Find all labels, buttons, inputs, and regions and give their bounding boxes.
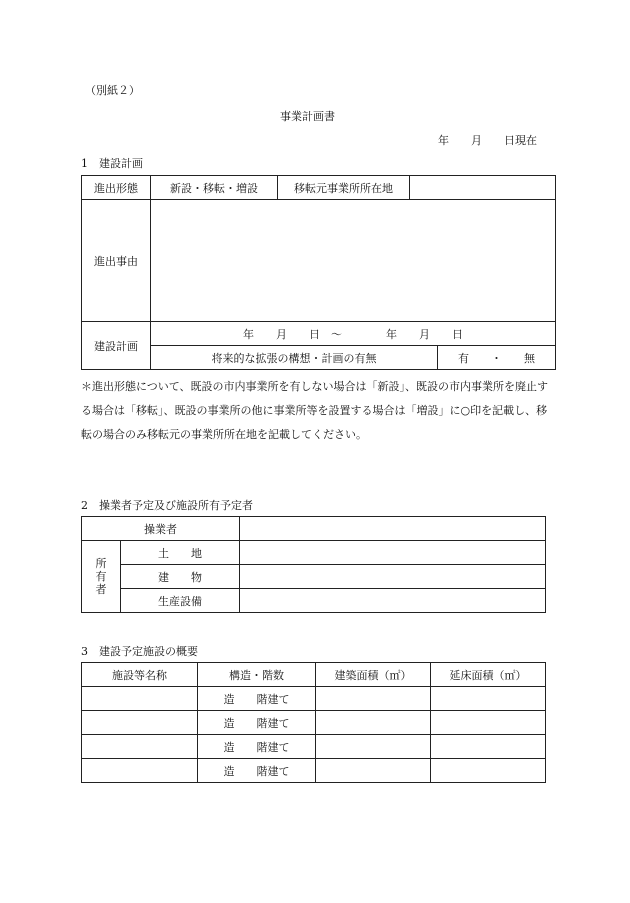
table-row xyxy=(82,711,546,735)
entry-type-label: 進出形態 xyxy=(82,176,151,200)
previous-location-label: 移転元事業所所在地 xyxy=(278,176,410,200)
column-header-structure: 構造・階数 xyxy=(198,663,316,687)
building-area-field[interactable] xyxy=(316,735,431,759)
section2-heading: 2 操業者予定及び施設所有予定者 xyxy=(81,499,253,512)
facility-overview-table xyxy=(81,662,546,783)
construction-plan-label: 建設計画 xyxy=(82,322,151,370)
building-area-field[interactable] xyxy=(316,687,431,711)
owner-label xyxy=(82,541,121,613)
table-row xyxy=(82,759,546,783)
column-header-building-area: 建築面積（㎡） xyxy=(316,663,431,687)
table-row xyxy=(82,687,546,711)
entry-reason-label: 進出事由 xyxy=(82,200,151,322)
date-line: 年 月 日現在 xyxy=(438,134,537,147)
expansion-plan-choice[interactable]: 有 ・ 無 xyxy=(438,346,556,370)
floor-area-field[interactable] xyxy=(431,759,546,783)
owner-label-char-3: 者 xyxy=(95,583,107,596)
operator-label: 操業者 xyxy=(82,517,240,541)
table-row xyxy=(82,735,546,759)
floor-area-field[interactable] xyxy=(431,711,546,735)
owner-label-char-2: 有 xyxy=(95,570,107,583)
building-area-field[interactable] xyxy=(316,759,431,783)
facility-name-field[interactable] xyxy=(82,735,198,759)
entry-type-note: ＊進出形態について、既設の市内事業所を有しない場合は「新設」、既設の市内事業所を廃止する場合は「移転」、既設の事業所の他に事業所等を設置する場合は「増設」に○印を記載し、移転の場合のみ移転元の事業所所在地を記載してください。 xyxy=(81,380,549,441)
entry-reason-field[interactable] xyxy=(151,200,556,322)
owner-label-char-1: 所 xyxy=(95,557,107,570)
owner-item-land: 土 地 xyxy=(121,541,240,565)
facility-name-field[interactable] xyxy=(82,759,198,783)
entry-type-options[interactable]: 新設・移転・増設 xyxy=(151,176,278,200)
floor-area-field[interactable] xyxy=(431,735,546,759)
operator-owner-table xyxy=(81,516,546,613)
page-title: 事業計画書 xyxy=(280,110,335,123)
structure-field[interactable]: 造 階建て xyxy=(198,759,316,783)
facility-name-field[interactable] xyxy=(82,687,198,711)
operator-field[interactable] xyxy=(240,517,546,541)
building-area-field[interactable] xyxy=(316,711,431,735)
structure-field[interactable]: 造 階建て xyxy=(198,735,316,759)
expansion-plan-label: 将来的な拡張の構想・計画の有無 xyxy=(151,346,438,370)
attachment-label: （別紙２） xyxy=(85,84,140,97)
owner-land-field[interactable] xyxy=(240,541,546,565)
owner-building-field[interactable] xyxy=(240,565,546,589)
structure-field[interactable]: 造 階建て xyxy=(198,687,316,711)
owner-item-equipment: 生産設備 xyxy=(121,589,240,613)
structure-field[interactable]: 造 階建て xyxy=(198,711,316,735)
facility-name-field[interactable] xyxy=(82,711,198,735)
column-header-facility-name: 施設等名称 xyxy=(82,663,198,687)
construction-plan-table xyxy=(81,175,556,370)
construction-schedule-field[interactable]: 年 月 日 ～ 年 月 日 xyxy=(151,322,556,346)
column-header-floor-area: 延床面積（㎡） xyxy=(431,663,546,687)
section1-heading: 1 建設計画 xyxy=(81,157,143,170)
previous-location-field[interactable] xyxy=(410,176,556,200)
owner-item-building: 建 物 xyxy=(121,565,240,589)
section3-heading: 3 建設予定施設の概要 xyxy=(81,645,198,658)
floor-area-field[interactable] xyxy=(431,687,546,711)
owner-equipment-field[interactable] xyxy=(240,589,546,613)
